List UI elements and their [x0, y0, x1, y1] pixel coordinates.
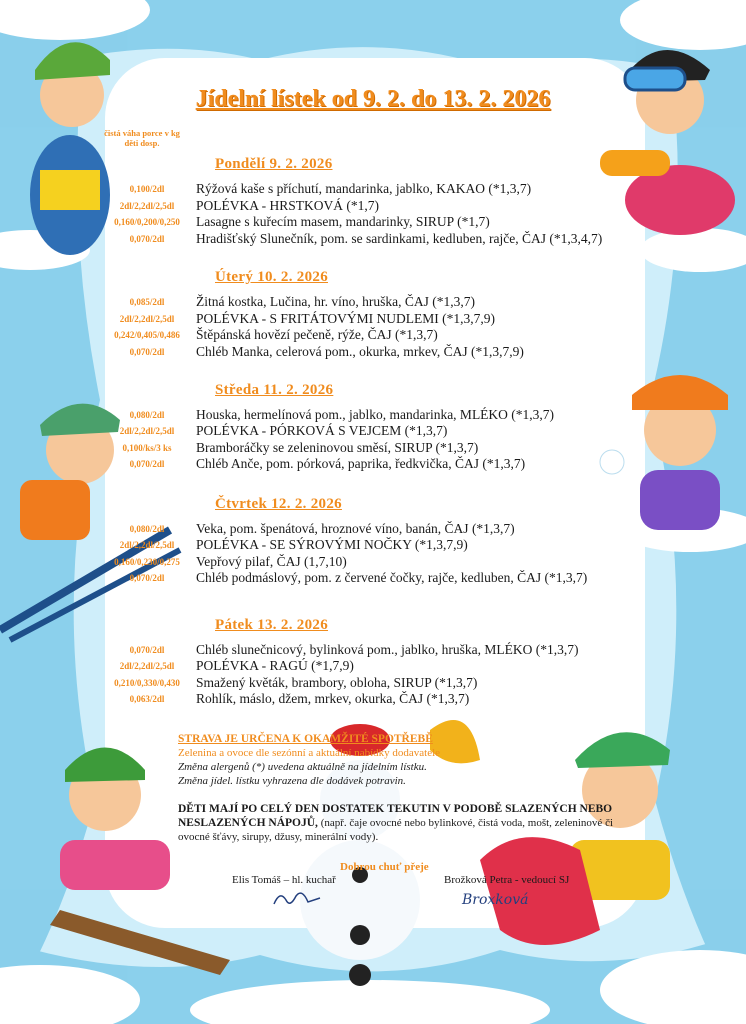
meal-description: Veka, pom. špenátová, hroznové víno, banán, ČAJ (*1,3,7) — [196, 521, 515, 536]
meal-description: Houska, hermelínová pom., jablko, mandarinka, MLÉKO (*1,3,7) — [196, 407, 555, 422]
change-note: Změna jídel. lístku vyhrazena dle dodávek potravin. — [178, 775, 406, 787]
consumption-note: STRAVA JE URČENA K OKAMŽITÉ SPOTŘEBĚ — [178, 733, 433, 745]
menu-row — [98, 658, 658, 675]
meal-description: Smažený květák, brambory, obloha, SIRUP (*1,3,7) — [196, 675, 478, 690]
manager-signature — [458, 886, 568, 912]
weight-column-header — [96, 128, 188, 148]
portion-weight: 0,070/2dl — [129, 573, 165, 583]
meal-description: Rohlík, máslo, džem, mrkev, okurka, ČAJ (*1,3,7) — [196, 691, 470, 706]
drinks-note-detail: (např. čaje ovocné nebo bylinkové, čistá voda, mošt, zeleninové či ovocné šťávy, sirupy, džusy, minerální vody). — [178, 817, 614, 843]
portion-weight: 0,070/2dl — [129, 234, 165, 244]
portion-weight: 2dl/2,2dl/2,5dl — [119, 314, 175, 324]
menu-row — [98, 537, 658, 554]
menu-row — [98, 214, 658, 231]
meal-description: Rýžová kaše s příchutí, mandarinka, jablko, KAKAO (*1,3,7) — [196, 181, 532, 196]
meal-description: Hradišťský Slunečník, pom. se sardinkami, kedluben, rajče, ČAJ (*1,3,4,7) — [196, 231, 603, 246]
day-heading-thursday: Čtvrtek 12. 2. 2026 — [215, 496, 342, 512]
meal-description: Chléb Manka, celerová pom., okurka, mrkev, ČAJ (*1,3,7,9) — [196, 344, 524, 359]
menu-row — [98, 294, 658, 311]
meal-description: POLÉVKA - RAGÚ (*1,7,9) — [196, 658, 354, 673]
bon-appetit-text: Dobrou chuť přeje — [340, 861, 429, 873]
meal-description: Lasagne s kuřecím masem, mandarinky, SIRUP (*1,7) — [196, 214, 490, 229]
drinks-note-bold: DĚTI MAJÍ PO CELÝ DEN DOSTATEK TEKUTIN V PODOBĚ SLAZENÝCH NEBO NESLAZENÝCH NÁPOJŮ, — [178, 803, 613, 829]
head-cook-name: Elis Tomáš – hl. kuchař — [232, 874, 336, 886]
menu-row — [98, 675, 658, 692]
menu-row — [98, 642, 658, 659]
portion-weight: 0,070/2dl — [129, 459, 165, 469]
meal-description: Bramboráčky se zeleninovou směsí, SIRUP (*1,3,7) — [196, 440, 479, 455]
portion-weight: 0,210/0,330/0,430 — [114, 678, 180, 688]
day-heading-monday: Pondělí 9. 2. 2026 — [215, 156, 333, 172]
vegetable-note: Zelenina a ovoce dle sezónní a aktuální nabídky dodavatele — [178, 747, 441, 759]
menu-row — [98, 327, 658, 344]
menu-title: Jídelní lístek od 9. 2. do 13. 2. 2026 — [195, 86, 551, 112]
portion-weight: 0,085/2dl — [129, 297, 165, 307]
portion-weight: 2dl/2,2dl/2,5dl — [119, 201, 175, 211]
day-heading-friday: Pátek 13. 2. 2026 — [215, 617, 329, 633]
day-heading-wednesday: Středa 11. 2. 2026 — [215, 382, 334, 398]
portion-weight: 0,070/2dl — [129, 347, 165, 357]
day-heading-tuesday: Úterý 10. 2. 2026 — [215, 269, 328, 285]
weight-header-line2: děti dosp. — [124, 138, 160, 148]
meal-description: POLÉVKA - HRSTKOVÁ (*1,7) — [196, 198, 379, 213]
menu-row — [98, 311, 658, 328]
portion-weight: 0,100/2dl — [129, 184, 165, 194]
menu-row — [98, 570, 658, 587]
menu-row — [98, 198, 658, 215]
portion-weight: 0,160/0,230/0,275 — [114, 557, 180, 567]
canteen-manager-name: Brožková Petra - vedoucí SJ — [444, 874, 570, 886]
portion-weight: 0,070/2dl — [129, 645, 165, 655]
portion-weight: 0,242/0,405/0,486 — [114, 330, 180, 340]
allergen-note: Změna alergenů (*) uvedena aktuálně na jídelním lístku. — [178, 761, 427, 773]
portion-weight: 0,080/2dl — [129, 410, 165, 420]
menu-row — [98, 521, 658, 538]
meal-description: POLÉVKA - S FRITÁTOVÝMI NUDLEMI (*1,3,7,9) — [196, 311, 495, 326]
menu-row — [98, 440, 658, 457]
menu-row — [98, 554, 658, 571]
portion-weight: 0,160/0,200/0,250 — [114, 217, 180, 227]
meal-description: Žitná kostka, Lučina, hr. víno, hruška, ČAJ (*1,3,7) — [196, 294, 475, 309]
portion-weight: 2dl/2,2dl/2,5dl — [119, 661, 175, 671]
drinks-note — [178, 802, 628, 844]
meal-description: Chléb slunečnicový, bylinková pom., jablko, hruška, MLÉKO (*1,3,7) — [196, 642, 579, 657]
meal-description: Štěpánská hovězí pečeně, rýže, ČAJ (*1,3,7) — [196, 327, 438, 342]
portion-weight: 0,100/ks/3 ks — [122, 443, 172, 453]
menu-row — [98, 407, 658, 424]
weight-header-line1: čistá váha porce v kg — [104, 128, 180, 138]
portion-weight: 0,063/2dl — [129, 694, 165, 704]
menu-row — [98, 344, 658, 361]
menu-row — [98, 181, 658, 198]
meal-description: Vepřový pilaf, ČAJ (1,7,10) — [196, 554, 347, 569]
portion-weight: 0,080/2dl — [129, 524, 165, 534]
meal-description: POLÉVKA - PÓRKOVÁ S VEJCEM (*1,3,7) — [196, 423, 448, 438]
cook-signature — [268, 886, 328, 912]
manager-signature-text: Broxková — [462, 892, 529, 908]
meal-description: Chléb podmáslový, pom. z červené čočky, rajče, kedluben, ČAJ (*1,3,7) — [196, 570, 588, 585]
meal-description: POLÉVKA - SE SÝROVÝMI NOČKY (*1,3,7,9) — [196, 537, 468, 552]
meal-description: Chléb Anče, pom. pórková, paprika, ředkvička, ČAJ (*1,3,7) — [196, 456, 526, 471]
portion-weight: 2dl/2,2dl/2,5dl — [119, 540, 175, 550]
portion-weight: 2dl/2,2dl/2,5dl — [119, 426, 175, 436]
menu-row — [98, 691, 658, 708]
menu-row — [98, 231, 658, 248]
menu-row — [98, 456, 658, 473]
menu-row — [98, 423, 658, 440]
